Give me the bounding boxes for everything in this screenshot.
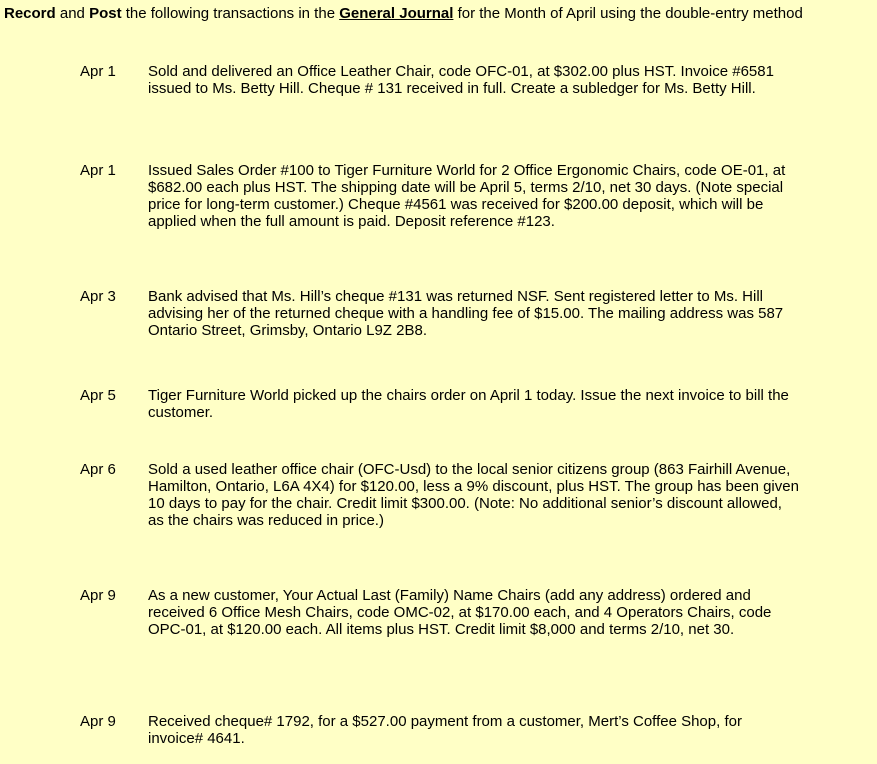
transaction-description: Received cheque# 1792, for a $527.00 payment from a customer, Mert’s Coffee Shop, for invoice# 4641. (148, 713, 742, 747)
transaction-date: Apr 5 (80, 387, 116, 404)
transaction-date: Apr 3 (80, 288, 116, 305)
instructions-heading (4, 5, 803, 23)
transaction-entry (80, 162, 800, 230)
transaction-description: Sold and delivered an Office Leather Chair, code OFC-01, at $302.00 plus HST. Invoice #6581 issued to Ms. Betty Hill. Cheque # 131 received in full. Create a subledger for Ms. Betty Hill. (148, 63, 774, 97)
post-word: Post (89, 5, 122, 22)
transaction-entry (80, 713, 800, 747)
transaction-description: Tiger Furniture World picked up the chairs order on April 1 today. Issue the next invoice to bill the customer. (148, 387, 789, 421)
transaction-description: Bank advised that Ms. Hill’s cheque #131 was returned NSF. Sent registered letter to Ms. Hill advising her of the returned cheque with a handling fee of $15.00. The mailing address was 587 Ontario Street, Grimsby, Ontario L9Z 2B8. (148, 288, 784, 339)
transaction-description: Sold a used leather office chair (OFC-Usd) to the local senior citizens group (863 Fairhill Avenue, Hamilton, Ontario, L6A 4X4) for $120.00, less a 9% discount, plus HST. The group has been given 10 days to pay for the chair. Credit limit $300.00. (Note: No additional senior’s discount allowed, as the chairs was reduced in price.) (148, 461, 799, 529)
heading-text-1: and (55, 5, 90, 22)
transaction-date: Apr 6 (80, 461, 116, 478)
heading-text-2: the following transactions in the (121, 5, 340, 22)
transaction-entry (80, 63, 800, 97)
transaction-description: Issued Sales Order #100 to Tiger Furniture World for 2 Office Ergonomic Chairs, code OE-01, at $682.00 each plus HST. The shipping date will be April 5, terms 2/10, net 30 days. (Note special price for long-term customer.) Cheque #4561 was received for $200.00 deposit, which will be applied when the full amount is paid. Deposit reference #123. (148, 162, 786, 230)
transaction-entry (80, 288, 800, 339)
transaction-entry (80, 587, 800, 638)
transaction-date: Apr 9 (80, 713, 116, 730)
transaction-date: Apr 1 (80, 162, 116, 179)
transaction-entry (80, 461, 800, 529)
transaction-date: Apr 9 (80, 587, 116, 604)
transaction-description: As a new customer, Your Actual Last (Family) Name Chairs (add any address) ordered and received 6 Office Mesh Chairs, code OMC-02, at $170.00 each, and 4 Operators Chairs, code OPC-01, at $120.00 each. All items plus HST. Credit limit $8,000 and terms 2/10, net 30. (148, 587, 772, 638)
transaction-date: Apr 1 (80, 63, 116, 80)
general-journal-word: General Journal (339, 5, 454, 22)
transaction-entry (80, 387, 800, 421)
record-word: Record (4, 5, 56, 22)
heading-text-3: for the Month of April using the double-entry method (453, 5, 803, 22)
